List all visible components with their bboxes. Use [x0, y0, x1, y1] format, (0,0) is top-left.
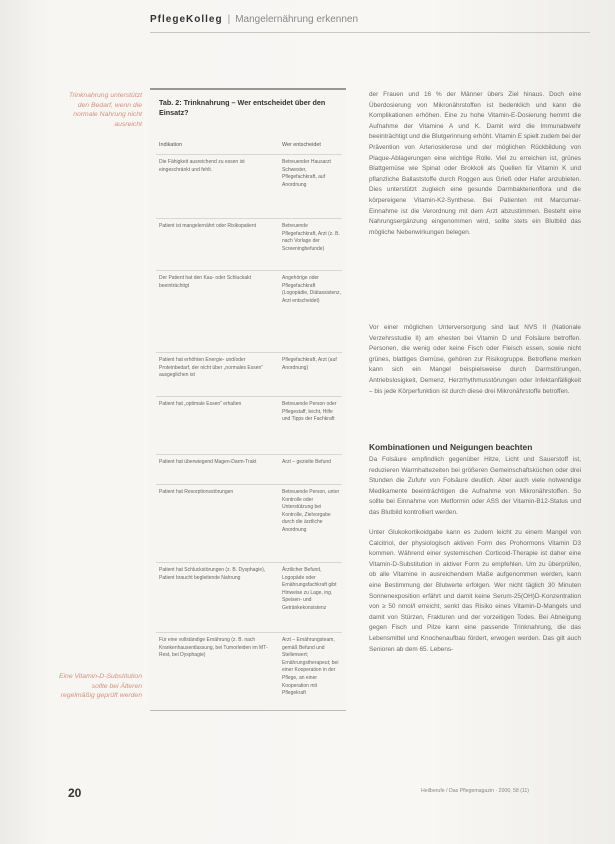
table-cell-indication: Patient hat Schluckstörungen (z. B. Dysphagie), Patient braucht begleitende Nahrung [159, 567, 266, 581]
table-cell-decider: Angehörige oder Pflegefachkraft (Logopädie, Diätassistenz, Arzt entscheidet) [282, 275, 341, 304]
table-cell-decider: Arzt – gezielte Befund [282, 459, 331, 465]
table-cell-indication: Patient hat erhöhten Energie- und/oder Proteinbedarf, der nicht über „normales Essen“ ausgeglichen ist [159, 357, 263, 379]
table-row [156, 484, 342, 541]
table-cell-decider: Pflegefachkraft, Arzt (auf Anordnung) [282, 357, 337, 371]
table-cell-indication: Die Fähigkeit ausreichend zu essen ist eingeschränkt und fehlt. [159, 159, 245, 173]
body-paragraph [369, 528, 581, 655]
table-header-indikation: Indikation [159, 142, 183, 148]
paragraph-text: Da Folsäure empfindlich gegenüber Hitze, Licht und Sauerstoff ist, reduzieren Warmhaltezeiten bei größeren Gemeinschaftsküchen oder drei Stunden die Zufuhr von Folsäure deutlich. Aber auch viele notwendige Medikamente beeinträchtigen die Aufnahme von Mikronährstoffen. So sollte bei Einnahme von Metformin oder ASS der Vitamin-B12-Status und das Blutbild kontrolliert werden. [369, 456, 581, 516]
body-paragraph [369, 323, 581, 397]
page-header [150, 14, 590, 33]
table-cell-indication: Für eine vollständige Ernährung (z. B. nach Krankenhausentlassung, bei Tumorleiden im MT-Rest, bei Dysphagie) [159, 637, 268, 659]
table-cell-decider: Betreuende Person, unter Kontrolle oder Unterstützung bei Kontrolle, Zielvorgabe durch die ärztliche Anordnung [282, 489, 340, 533]
body-paragraph [369, 455, 581, 519]
table-header-entscheidung: Wer entscheidet [282, 142, 321, 148]
table-row [156, 454, 342, 483]
paragraph-text: Unter Glukokortikoidgabe kann es zudem leicht zu einem Mangel von Calcitriol, der physiologisch aktiven Form des Prohormons Vitamin D3 kommen. Während einer systemischen Corticoid-Therapie ist daher eine Vitamin-D-Substitution in aktiver Form zu empfehlen. Um zu überprüfen, ob alle Vitamine in ausreichendem Maße aufgenommen werden, kann eine Bestimmung der Blutwerte erfolgen. Wer nicht täglich 30 Minuten Sonnenexposition erfährt und damit keine Serum-25(OH)D-Konzentration von ≥ 50 nmol/l erreicht, senkt das Risiko eines Vitamin-D-Mangels und damit von Stürzen, Frakturen und der vorzeitigen Todes. Bei Abneigung gegen Fisch und Pilze kann eine passende Trinknahrung, die das Lebensmittel und Knochenaufbau fördert, erwogen werden. Das gilt auch Senioren ab dem 65. Lebens- [369, 529, 581, 653]
table-cell-decider: Arzt – Ernährungsteam, gemäß Befund und Stellenwert; Ernährungstherapeut; bei einer Kooperation in der Pflege, an einer Kooperation mit Pflegekraft [282, 637, 339, 697]
table-cell-indication: Der Patient hat den Kau- oder Schluckakt beeinträchtigt [159, 275, 251, 289]
margin-quote-top: Trinknahrung unterstützt den Bedarf, wenn die normale Nahrung nicht ausreicht [68, 92, 142, 128]
magazine-name: PflegeKolleg [150, 14, 223, 25]
paragraph-text: der Frauen und 16 % der Männer übers Ziel hinaus. Doch eine Überdosierung von Mikronährstoffen ist bedenklich und kann die Komplikationen erhöhen. Eine zu hohe Vitamin-E-Dosierung hemmt die Aufnahme der Vitamine A und K. Damit wird die Immunabwehr beeinträchtigt und die Blutgerinnung erhöht. Vitamin E spielt zudem bei der Prävention von Arteriosklerose und der möglichen Rückbildung von Plaque-Ablagerungen eine wichtige Rolle. Viel zu erreichen ist, grünes Blattgemüse wie Spinat oder Brokkoli als Quellen für Vitamin K und pflanzliche Ballaststoffe durch Roggen aus Grieß oder Hafer anzubieten. Dies unterstützt zugleich eine gesunde Darmbakterienflora und die körpereigene Vitamin-K2-Synthese. Bei Patienten mit Marcumar-Einnahme ist die Verordnung mit dem Arzt abzustimmen. Besteht eine Nahrungsergänzung eingenommen wird, sollte stets ein Blutbild das mögliche Nebenwirkungen belegen. [369, 91, 581, 236]
table-cell-indication: Patient hat Resorptionsstörungen [159, 489, 234, 495]
table-cell-decider: Betreuender Hausarzt Schwester, Pflegefachkraft, auf Anordnung [282, 159, 331, 188]
table-cell-indication: Patient hat „optimale Essen“ erhalten [159, 401, 242, 407]
table-row [156, 632, 342, 707]
table-row [156, 154, 342, 215]
table-cell-indication: Patient ist mangelernährt oder Risikopatient [159, 223, 256, 229]
page-footer: Heilberufe / Das Pflegemagazin · 2006; 58 (11) [421, 788, 530, 794]
table-row [156, 562, 342, 629]
header-topic: Mangelernährung erkennen [235, 14, 359, 25]
table-cell-decider: Betreuende Pflegefachkraft, Arzt (z. B. nach Vorlage der Screeningbefunde) [282, 223, 340, 252]
page-number: 20 [68, 786, 82, 800]
table-row [156, 218, 342, 269]
section-heading: Kombinationen und Neigungen beachten [369, 442, 533, 452]
table-cell-indication: Patient hat überwiegend Magen-Darm-Trakt [159, 459, 257, 465]
table-row [156, 396, 342, 453]
table-title: Tab. 2: Trinknahrung – Wer entscheidet über den Einsatz? [159, 98, 326, 117]
table-cell-decider: Ärztlicher Befund, Logopäde oder Ernährungsfachkraft gibt Hinweise zu Lage, ing. Speisen- und Getränkekonsistenz [282, 567, 337, 611]
margin-quote-bottom: Eine Vitamin-D-Substitution sollte bei Älteren regelmäßig geprüft werden [59, 673, 142, 700]
table-row [156, 270, 342, 349]
table-trinknahrung [150, 88, 346, 711]
table-cell-decider: Betreuende Person oder Pflegestaff, leicht, Hilfe und Tipps der Fachkraft [282, 401, 337, 423]
paragraph-text: Vor einer möglichen Unterversorgung sind laut NVS II (Nationale Verzehrsstudie II) am ehesten bei Vitamin D und Folsäure betroffen. Personen, die wenig oder keine Fisch oder Fleisch essen, sowie nicht grünes, blattiges Gemüse, gehören zur Risikogruppe. Betroffene merken kann sich ein Mangel beispielsweise durch Darmstörungen, Antriebslosigkeit, Demenz, Herzrhythmusstörungen oder Infektanfälligkeit – bis jede Körperfunktion ist durch diese drei Mikronährstoffe betroffen. [369, 324, 581, 395]
table-row [156, 352, 342, 393]
body-paragraph [369, 90, 581, 238]
header-separator: | [227, 14, 231, 25]
